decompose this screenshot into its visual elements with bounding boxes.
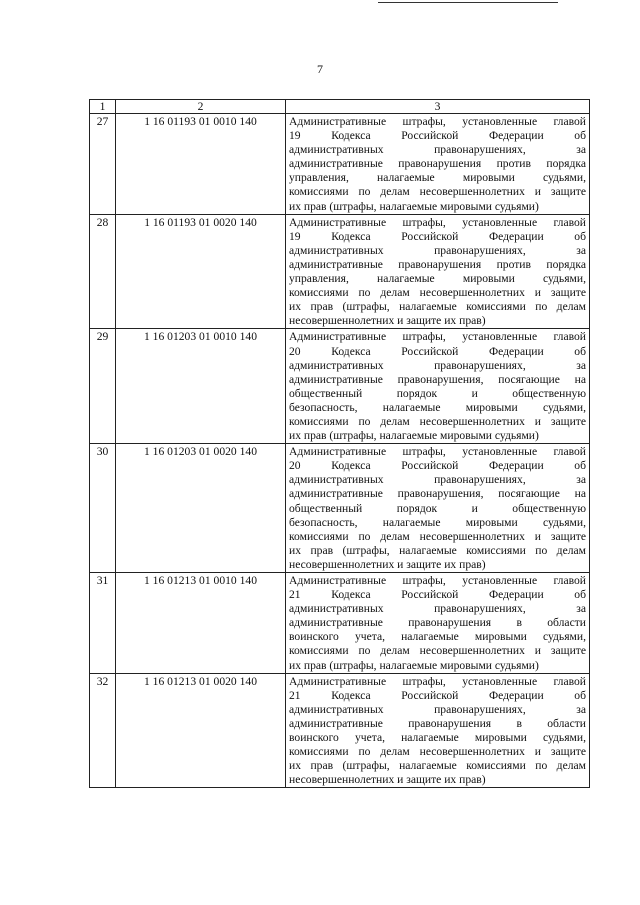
table-row — [90, 329, 590, 444]
description-line: 19 Кодекса Российской Федерации об — [289, 129, 586, 143]
description — [286, 114, 590, 215]
description-line: их прав (штрафы, налагаемые мировыми судьями) — [289, 199, 539, 213]
description-line: 21 Кодекса Российской Федерации об — [289, 588, 586, 602]
header-cell-3: 3 — [286, 100, 590, 114]
table-row — [90, 214, 590, 329]
description-line: административных правонарушениях, за — [289, 473, 586, 487]
description-line: административные правонарушения против порядка — [289, 157, 586, 171]
budget-code: 1 16 01213 01 0010 140 — [116, 573, 286, 674]
description-line: несовершеннолетних и защите их прав) — [289, 314, 486, 328]
description-line: комиссиями по делам несовершеннолетних и защите — [289, 414, 586, 428]
description-line: их прав (штрафы, налагаемые мировыми судьями) — [289, 429, 539, 443]
header-row — [90, 100, 590, 114]
table-body — [90, 100, 590, 788]
row-number: 30 — [90, 444, 116, 573]
description — [286, 673, 590, 788]
description-line: комиссиями по делам несовершеннолетних и защите — [289, 185, 586, 199]
description-line: административных правонарушениях, за — [289, 358, 586, 372]
budget-code: 1 16 01193 01 0010 140 — [116, 114, 286, 215]
description-line: их прав (штрафы, налагаемые комиссиями по делам — [289, 543, 586, 557]
description-line: их прав (штрафы, налагаемые мировыми судьями) — [289, 658, 539, 672]
description-line: комиссиями по делам несовершеннолетних и защите — [289, 745, 586, 759]
description-line: Административные штрафы, установленные главой — [289, 330, 586, 344]
description — [286, 214, 590, 329]
description-line: 19 Кодекса Российской Федерации об — [289, 229, 586, 243]
top-rule — [378, 2, 558, 3]
description-line: административных правонарушениях, за — [289, 143, 586, 157]
description — [286, 329, 590, 444]
description-line: 20 Кодекса Российской Федерации об — [289, 344, 586, 358]
budget-code: 1 16 01203 01 0010 140 — [116, 329, 286, 444]
description-line: административных правонарушениях, за — [289, 243, 586, 257]
row-number: 31 — [90, 573, 116, 674]
description-line: несовершеннолетних и защите их прав) — [289, 773, 486, 787]
description-line: административные правонарушения в области — [289, 716, 586, 730]
description-line: комиссиями по делам несовершеннолетних и защите — [289, 286, 586, 300]
description-line: 21 Кодекса Российской Федерации об — [289, 688, 586, 702]
description-line: общественный порядок и общественную — [289, 501, 586, 515]
page-number: 7 — [317, 62, 323, 76]
description-line: Административные штрафы, установленные главой — [289, 115, 586, 128]
header-cell-2: 2 — [116, 100, 286, 114]
description-line: административные правонарушения в области — [289, 616, 586, 630]
budget-code: 1 16 01203 01 0020 140 — [116, 444, 286, 573]
row-number: 32 — [90, 673, 116, 788]
description-line: воинского учета, налагаемые мировыми судьями, — [289, 731, 586, 745]
description-line: Административные штрафы, установленные главой — [289, 574, 586, 587]
description-line: административных правонарушениях, за — [289, 602, 586, 616]
description-line: воинского учета, налагаемые мировыми судьями, — [289, 630, 586, 644]
description-line: их прав (штрафы, налагаемые комиссиями по делам — [289, 300, 586, 314]
description-line: Административные штрафы, установленные главой — [289, 215, 586, 229]
description-line: Административные штрафы, установленные главой — [289, 445, 586, 459]
description-line: административные правонарушения, посягающие на — [289, 487, 586, 501]
description-line: общественный порядок и общественную — [289, 386, 586, 400]
description-line: безопасность, налагаемые мировыми судьями, — [289, 515, 586, 529]
description-line: комиссиями по делам несовершеннолетних и защите — [289, 644, 586, 658]
description-line: 20 Кодекса Российской Федерации об — [289, 459, 586, 473]
description-line: административные правонарушения против порядка — [289, 257, 586, 271]
table-row — [90, 673, 590, 788]
description-line: их прав (штрафы, налагаемые комиссиями по делам — [289, 759, 586, 773]
table-row — [90, 444, 590, 573]
row-number: 28 — [90, 214, 116, 329]
description-line: управления, налагаемые мировыми судьями, — [289, 171, 586, 185]
budget-code: 1 16 01213 01 0020 140 — [116, 673, 286, 788]
description-line: несовершеннолетних и защите их прав) — [289, 557, 486, 571]
description-line: управления, налагаемые мировыми судьями, — [289, 272, 586, 286]
description — [286, 444, 590, 573]
budget-code: 1 16 01193 01 0020 140 — [116, 214, 286, 329]
description-line: административные правонарушения, посягающие на — [289, 372, 586, 386]
header-cell-1: 1 — [90, 100, 116, 114]
description-line: безопасность, налагаемые мировыми судьями, — [289, 400, 586, 414]
description-line: административных правонарушениях, за — [289, 702, 586, 716]
description-line: комиссиями по делам несовершеннолетних и защите — [289, 529, 586, 543]
row-number: 27 — [90, 114, 116, 215]
row-number: 29 — [90, 329, 116, 444]
fines-table — [89, 99, 590, 788]
description — [286, 573, 590, 674]
description-line: Административные штрафы, установленные главой — [289, 674, 586, 688]
table-row — [90, 114, 590, 215]
table-row — [90, 573, 590, 674]
top-rule-fragment — [545, 2, 551, 3]
